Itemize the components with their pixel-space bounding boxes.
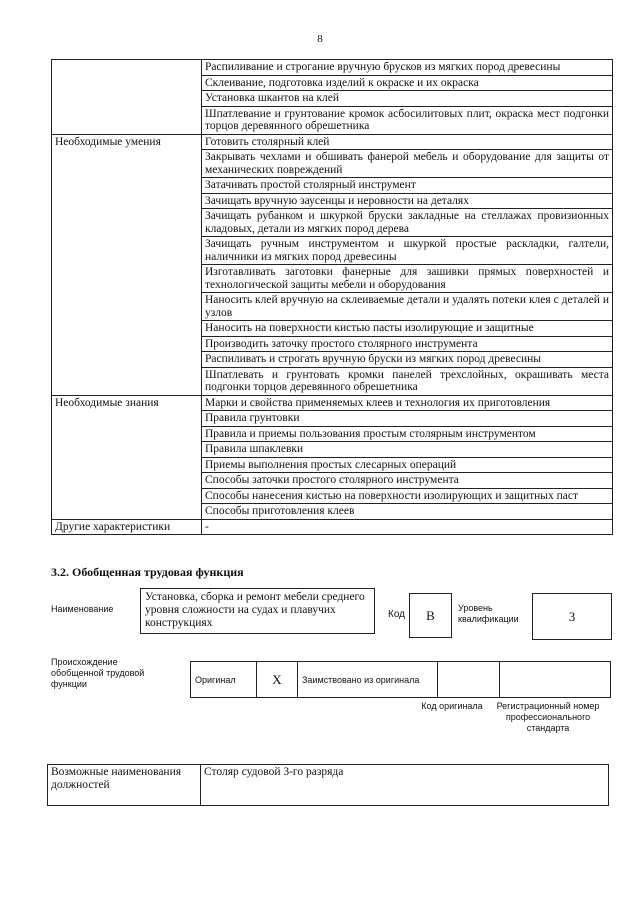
- reg-number-cell: [500, 662, 611, 698]
- skill-item: Наносить на поверхности кистью пасты изолирующие и защитные: [202, 321, 613, 337]
- level-label: Уровень квалификации: [458, 603, 519, 624]
- competency-table: [51, 59, 613, 535]
- labor-action-item: Установка шкантов на клей: [202, 91, 613, 107]
- positions-label: Возможные наименования должностей: [48, 765, 201, 806]
- knowledge-item: Способы нанесения кистью на поверхности изолирующих и защитных паст: [202, 488, 613, 504]
- code-original-cell: [438, 662, 500, 698]
- continued-label-cell: [52, 60, 202, 135]
- original-label: Оригинал: [191, 662, 257, 698]
- level-value: 3: [532, 593, 612, 640]
- name-label: Наименование: [51, 604, 114, 614]
- knowledge-item: Марки и свойства применяемых клеев и технология их приготовления: [202, 395, 613, 411]
- page-number: 8: [317, 33, 323, 45]
- skill-item: Зачищать ручным инструментом и шкуркой простые раскладки, галтели, наличники из мягких пород древесины: [202, 237, 613, 265]
- skill-item: Производить заточку простого столярного инструмента: [202, 336, 613, 352]
- knowledge-item: Способы заточки простого столярного инструмента: [202, 473, 613, 489]
- skills-label: Необходимые умения: [52, 134, 202, 395]
- knowledge-item: Способы приготовления клеев: [202, 504, 613, 520]
- labor-action-item: Распиливание и строгание вручную брусков из мягких пород древесины: [202, 60, 613, 76]
- code-value: В: [409, 593, 452, 638]
- labor-action-item: Склеивание, подготовка изделий к окраске и их окраска: [202, 75, 613, 91]
- skill-item: Зачищать рубанком и шкуркой бруски закладные на стеллажах провизионных кладовых, детали из мягких пород дерева: [202, 209, 613, 237]
- skill-item: Затачивать простой столярный инструмент: [202, 178, 613, 194]
- table-row: [52, 519, 613, 535]
- skill-item: Зачищать вручную заусенцы и неровности на деталях: [202, 193, 613, 209]
- code-label: Код: [388, 609, 406, 620]
- positions-table: [47, 764, 609, 806]
- skill-item: Шпатлевать и грунтовать кромки панелей трехслойных, окрашивать места подгонки торцов деревянного обрешетника: [202, 367, 613, 395]
- other-label: Другие характеристики: [52, 519, 202, 535]
- code-original-caption: Код оригинала: [421, 701, 483, 711]
- skill-item: Изготавливать заготовки фанерные для зашивки прямых поверхностей и технологической защиты мебели и оборудования: [202, 265, 613, 293]
- positions-value: Столяр судовой 3-го разряда: [201, 765, 609, 806]
- function-name-box: Установка, сборка и ремонт мебели среднего уровня сложности на судах и плавучих конструкциях: [140, 588, 375, 634]
- knowledge-item: Правила и приемы пользования простым столярным инструментом: [202, 426, 613, 442]
- skill-item: Наносить клей вручную на склеиваемые детали и удалять потеки клея с деталей и узлов: [202, 293, 613, 321]
- labor-action-item: Шпатлевание и грунтование кромок асбосилитовых плит, окраска мест подгонки торцов деревянного обрешетника: [202, 106, 613, 134]
- origin-table: [190, 661, 611, 698]
- skill-item: Распиливать и строгать вручную бруски из мягких пород древесины: [202, 352, 613, 368]
- skill-item: Закрывать чехлами и обшивать фанерой мебель и оборудование для защиты от механических повреждений: [202, 150, 613, 178]
- original-mark: X: [257, 662, 298, 698]
- knowledge-item: Правила шпаклевки: [202, 442, 613, 458]
- section-title: 3.2. Обобщенная трудовая функция: [51, 565, 244, 579]
- reg-number-caption: Регистрационный номер профессионального стандарта: [496, 701, 600, 733]
- origin-label: Происхождение обобщенной трудовой функции: [51, 657, 145, 689]
- other-value: -: [202, 519, 613, 535]
- table-row: [52, 134, 613, 150]
- knowledge-label: Необходимые знания: [52, 395, 202, 519]
- skill-item: Готовить столярный клей: [202, 134, 613, 150]
- borrowed-label: Заимствовано из оригинала: [298, 662, 438, 698]
- table-row: [52, 60, 613, 76]
- table-row: [52, 395, 613, 411]
- knowledge-item: Приемы выполнения простых слесарных операций: [202, 457, 613, 473]
- knowledge-item: Правила грунтовки: [202, 411, 613, 427]
